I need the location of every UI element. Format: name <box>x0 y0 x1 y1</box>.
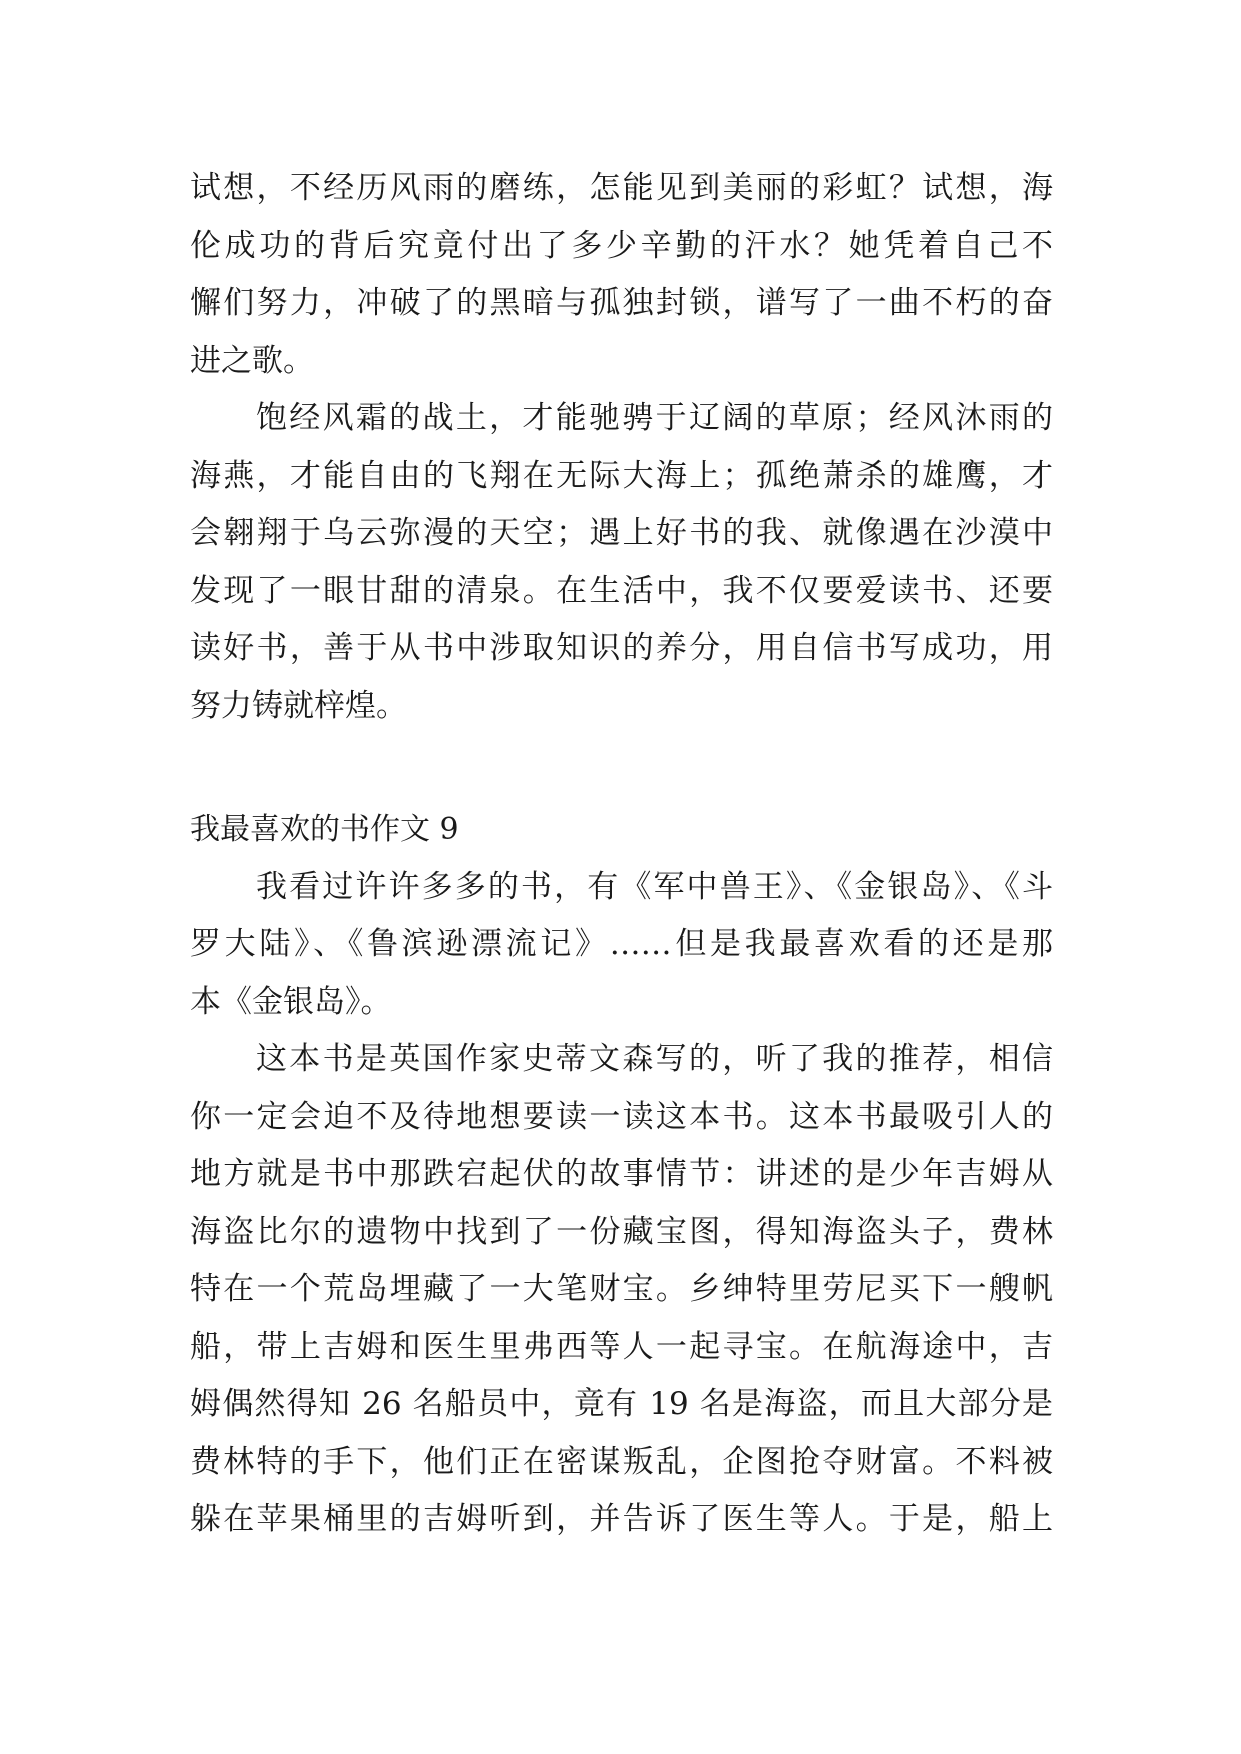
paragraph-4 <box>190 1031 1053 1549</box>
text-line: 躲在苹果桶里的吉姆听到，并告诉了医生等人。于是，船上 <box>190 1501 1053 1537</box>
text-line: 费林特的手下，他们正在密谋叛乱，企图抢夺财富。不料被 <box>190 1443 1053 1480</box>
text-line: 试想，不经历风雨的磨练，怎能见到美丽的彩虹？试想，海 <box>190 170 1053 206</box>
text-line: 读好书，善于从书中涉取知识的养分，用自信书写成功，用 <box>190 630 1053 666</box>
text-line: 发现了一眼甘甜的清泉。在生活中，我不仅要爱读书、还要 <box>190 572 1053 609</box>
text-line: 会翱翔于乌云弥漫的天空；遇上好书的我、就像遇在沙漠中 <box>190 515 1053 551</box>
paragraph-3 <box>190 859 1053 1032</box>
text-line: 进之歌。 <box>190 342 314 379</box>
text-line: 饱经风霜的战土，才能驰骋于辽阔的草原；经风沐雨的 <box>256 400 1053 436</box>
text-line: 海盗比尔的遗物中找到了一份藏宝图，得知海盗头子，费林 <box>190 1213 1053 1250</box>
text-line: 船，带上吉姆和医生里弗西等人一起寻宝。在航海途中，吉 <box>190 1328 1053 1365</box>
text-line: 本《金银岛》。 <box>190 983 392 1020</box>
text-line: 我看过许许多多的书，有《军中兽王》、《金银岛》、《斗 <box>256 868 1053 905</box>
text-line: 罗大陆》、《鲁滨逊漂流记》……但是我最喜欢看的还是那 <box>190 926 1053 962</box>
document-body <box>190 160 1053 1549</box>
paragraph-1 <box>190 160 1053 390</box>
text-line: 海燕，才能自由的飞翔在无际大海上；孤绝萧杀的雄鹰，才 <box>190 457 1053 494</box>
section-gap <box>190 735 1053 801</box>
text-line: 特在一个荒岛埋藏了一大笔财宝。乡绅特里劳尼买下一艘帆 <box>190 1271 1053 1307</box>
text-line: 地方就是书中那跌宕起伏的故事情节：讲述的是少年吉姆从 <box>190 1156 1053 1192</box>
text-line: 这本书是英国作家史蒂文森写的，听了我的推荐，相信 <box>256 1041 1053 1077</box>
paragraph-2 <box>190 390 1053 735</box>
text-line: 你一定会迫不及待地想要读一读这本书。这本书最吸引人的 <box>190 1098 1053 1135</box>
text-line: 姆偶然得知 26 名船员中，竟有 19 名是海盗，而且大部分是 <box>190 1386 1053 1422</box>
text-line: 懈们努力，冲破了的黑暗与孤独封锁，谱写了一曲不朽的奋 <box>190 285 1053 321</box>
text-line: 伦成功的背后究竟付出了多少辛勤的汗水？她凭着自己不 <box>190 227 1053 264</box>
section-heading: 我最喜欢的书作文 9 <box>190 812 459 847</box>
text-line: 努力铸就梓煌。 <box>190 687 407 724</box>
